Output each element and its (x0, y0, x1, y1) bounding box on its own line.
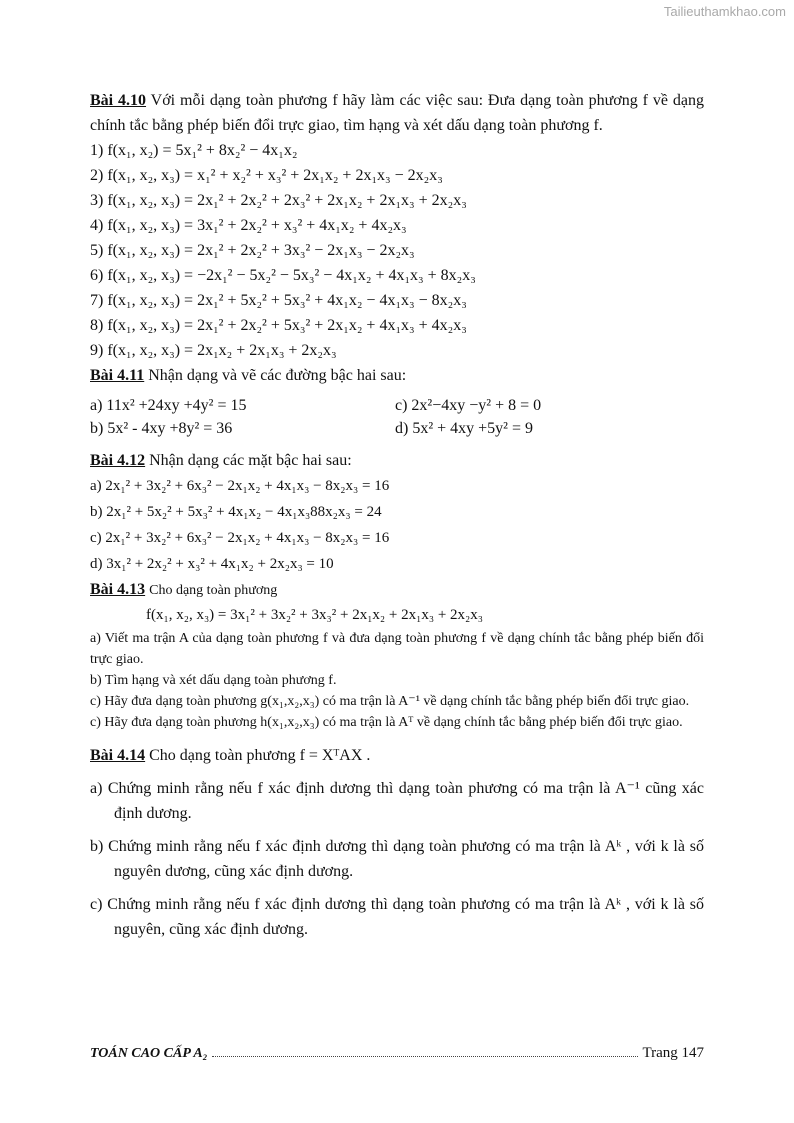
exercise-4-11-a: a) 11x² +24xy +4y² = 15 (90, 397, 247, 414)
exercise-4-10-item-3: 3) f(x₁, x₂, x₃) = 2x₁² + 2x₂² + 2x₃² + 2x₁x₂ + 2x₁x₃ + 2x₂x₃ (90, 192, 467, 209)
exercise-4-10-item-8: 8) f(x₁, x₂, x₃) = 2x₁² + 2x₂² + 5x₃² + 2x₁x₂ + 4x₁x₃ + 4x₂x₃ (90, 317, 467, 334)
exercise-4-14-heading: Bài 4.14 (90, 747, 146, 764)
exercise-4-10-item-7: 7) f(x₁, x₂, x₃) = 2x₁² + 5x₂² + 5x₃² + 4x₁x₂ − 4x₁x₃ − 8x₂x₃ (90, 292, 467, 309)
exercise-4-11-c: c) 2x²−4xy −y² + 8 = 0 (395, 397, 542, 414)
exercise-4-11-d: d) 5x² + 4xy +5y² = 9 (395, 420, 533, 437)
exercise-4-11-intro (90, 363, 704, 388)
exercise-4-13-intro (90, 577, 704, 602)
exercise-4-12-item-c: c) 2x₁² + 3x₂² + 6x₃² − 2x₁x₂ + 4x₁x₃ − 8x₂x₃ = 16 (90, 530, 390, 546)
exercise-4-11-text: Nhận dạng và vẽ các đường bậc hai sau: (148, 367, 407, 384)
footer-title: TOÁN CAO CẤP A₂ (90, 1046, 208, 1061)
exercise-4-12-item-d: d) 3x₁² + 2x₂² + x₃² + 4x₁x₂ + 2x₂x₃ = 10 (90, 556, 334, 572)
exercise-4-12-text: Nhận dạng các mặt bậc hai sau: (149, 452, 352, 469)
exercise-4-10-item-5: 5) f(x₁, x₂, x₃) = 2x₁² + 2x₂² + 3x₃² − 2x₁x₃ − 2x₂x₃ (90, 242, 415, 259)
exercise-4-10-text: Với mỗi dạng toàn phương f hãy làm các việc sau: Đưa dạng toàn phương f về dạng chính tắc bằng phép biến đổi trực giao, tìm hạng và xét dấu dạng toàn phương f. (90, 92, 704, 134)
exercise-4-10-item-1: 1) f(x₁, x₂) = 5x₁² + 8x₂² − 4x₁x₂ (90, 142, 298, 159)
exercise-4-11-b: b) 5x² - 4xy +8y² = 36 (90, 420, 233, 437)
page-footer (90, 1045, 704, 1062)
exercise-4-12-heading: Bài 4.12 (90, 452, 146, 469)
exercise-4-13-formula: f(x₁, x₂, x₃) = 3x₁² + 3x₂² + 3x₃² + 2x₁x₂ + 2x₁x₃ + 2x₂x₃ (146, 607, 483, 623)
page-content (90, 88, 704, 942)
exercise-4-12-item-b: b) 2x₁² + 5x₂² + 5x₃² + 4x₁x₂ − 4x₁x₃88x₂x₃ = 24 (90, 504, 382, 520)
exercise-4-12-item-a: a) 2x₁² + 3x₂² + 6x₃² − 2x₁x₂ + 4x₁x₃ − 8x₂x₃ = 16 (90, 478, 390, 494)
exercise-4-10-heading: Bài 4.10 (90, 92, 147, 109)
exercise-4-13-heading: Bài 4.13 (90, 581, 146, 598)
exercise-4-14-intro (90, 743, 704, 768)
exercise-4-11-row-2 (90, 417, 704, 440)
exercise-4-11-heading: Bài 4.11 (90, 367, 145, 384)
exercise-4-10-item-2: 2) f(x₁, x₂, x₃) = x₁² + x₂² + x₃² + 2x₁x₂ + 2x₁x₃ − 2x₂x₃ (90, 167, 443, 184)
exercise-4-10-item-4: 4) f(x₁, x₂, x₃) = 3x₁² + 2x₂² + x₃² + 4x₁x₂ + 4x₂x₃ (90, 217, 407, 234)
watermark: Tailieuthamkhao.com (663, 4, 786, 19)
exercise-4-10-item-9: 9) f(x₁, x₂, x₃) = 2x₁x₂ + 2x₁x₃ + 2x₂x₃ (90, 342, 337, 359)
page-number: Trang 147 (642, 1045, 704, 1061)
exercise-4-11-row-1 (90, 394, 704, 417)
exercise-4-10-item-6: 6) f(x₁, x₂, x₃) = −2x₁² − 5x₂² − 5x₃² − 4x₁x₂ + 4x₁x₃ + 8x₂x₃ (90, 267, 476, 284)
exercise-4-13-c: c) Hãy đưa dạng toàn phương g(x₁,x₂,x₃) có ma trận là A⁻¹ về dạng chính tắc bằng phép biến đổi trực giao. (90, 694, 690, 709)
exercise-4-14-text: Cho dạng toàn phương f = XᵀAX . (149, 747, 371, 764)
exercise-4-13-a: a) Viết ma trận A của dạng toàn phương f và đưa dạng toàn phương f về dạng chính tắc bằng phép biến đổi trực giao. (90, 631, 704, 667)
exercise-4-14-a: a) Chứng minh rằng nếu f xác định dương thì dạng toàn phương có ma trận là A⁻¹ cũng xác định dương. (90, 780, 704, 822)
exercise-4-13-b: b) Tìm hạng và xét dấu dạng toàn phương f. (90, 673, 337, 688)
exercise-4-14-b: b) Chứng minh rằng nếu f xác định dương thì dạng toàn phương có ma trận là Aᵏ , với k là số nguyên dương, cũng xác định dương. (90, 838, 704, 880)
exercise-4-13-text: Cho dạng toàn phương (149, 583, 278, 598)
exercise-4-14-c: c) Chứng minh rằng nếu f xác định dương thì dạng toàn phương có ma trận là Aᵏ , với k là số nguyên, cũng xác định dương. (90, 896, 704, 938)
exercise-4-10-intro (90, 88, 704, 138)
footer-dotted-leader (212, 1046, 639, 1057)
exercise-4-13-c2: c) Hãy đưa dạng toàn phương h(x₁,x₂,x₃) có ma trận là Aᵀ về dạng chính tắc bằng phép biến đổi trực giao. (90, 715, 683, 730)
exercise-4-12-intro (90, 448, 704, 473)
